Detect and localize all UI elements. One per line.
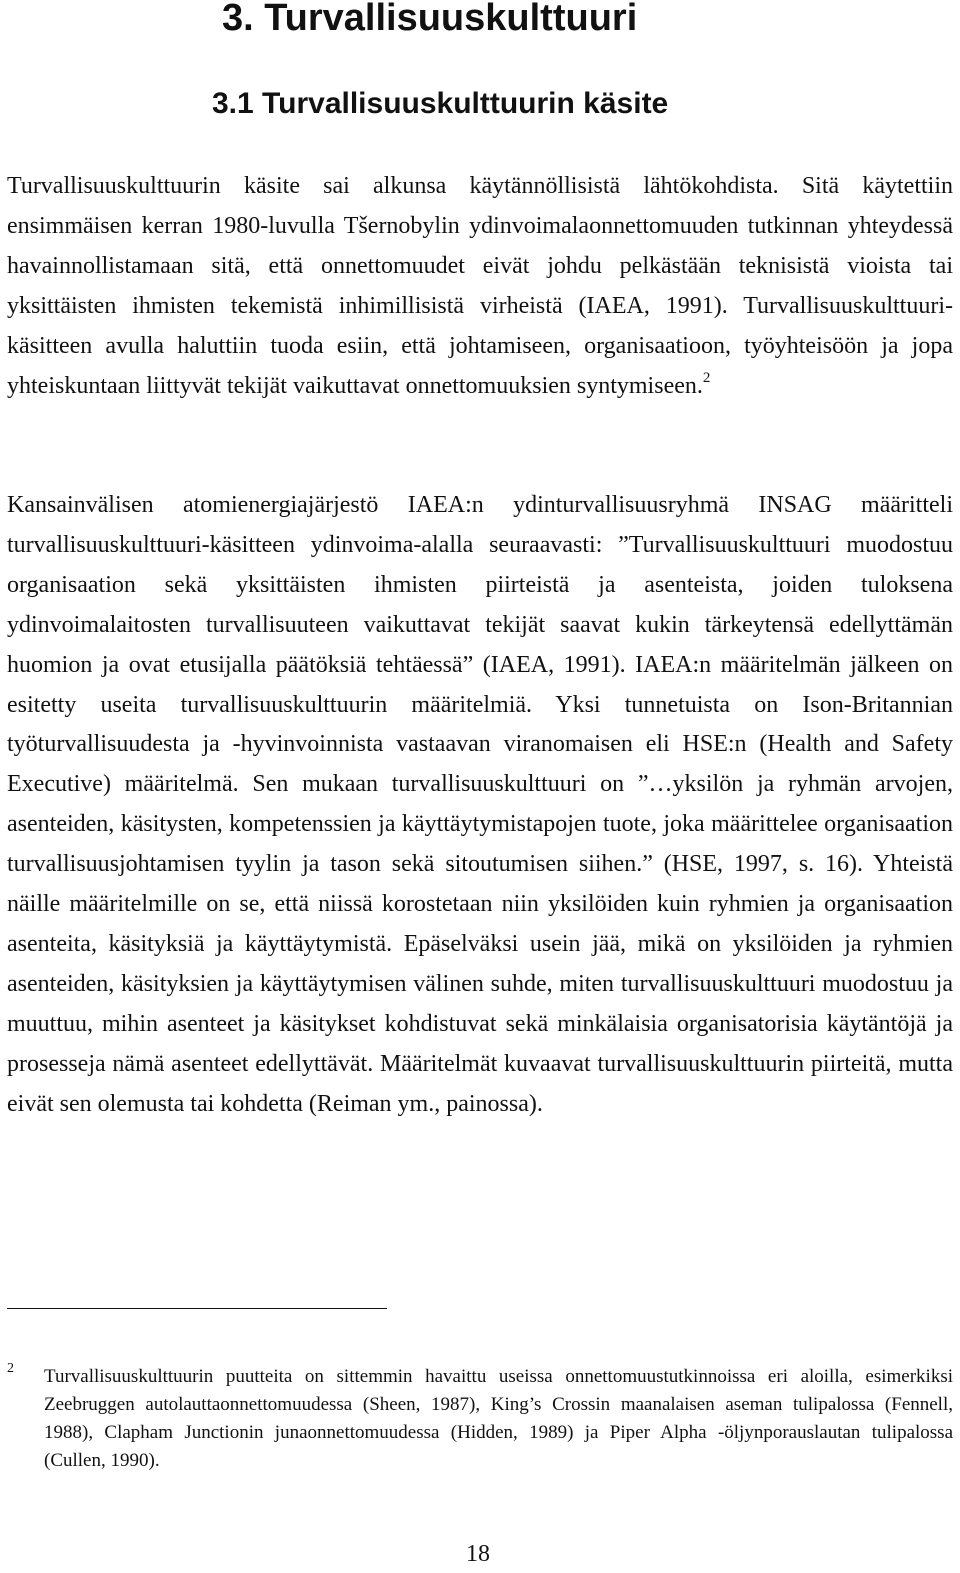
footnote-reference: 2 [702,369,711,386]
paragraph-1-text: Turvallisuuskulttuurin käsite sai alkunsa käytännöllisistä lähtökohdista. Sitä käytettiin ensimmäisen kerran 1980-luvulla Tšernobylin ydinvoimalaonnettomuuden tutkinnan yhteydessä havainnollistamaan sitä, että onnettomuudet eivät johdu pelkästään teknisistä vioista tai yksittäisten ihmisten tekemistä inhimillisistä virheistä (IAEA, 1991). Turvallisuuskulttuuri-käsitteen avulla haluttiin tuoda esiin, että johtamiseen, organisaatioon, työyhteisöön ja jopa yhteiskuntaan liittyvät tekijät vaikuttavat onnettomuuksien syntymiseen. [7,173,953,399]
footnote-separator [7,1308,387,1309]
footnote-text: Turvallisuuskulttuurin puutteita on sittemmin havaittu useissa onnettomuustutkinnoissa eri aloilla, esimerkiksi Zeebruggen autolauttaonnettomuudessa (Sheen, 1987), King’s Crossin maanalaisen aseman tulipalossa (Fennell, 1988), Clapham Junctionin junaonnettomuudessa (Hidden, 1989) ja Piper Alpha -öljynporauslautan tulipalossa (Cullen, 1990). [44,1366,953,1471]
page-number: 18 [466,1541,490,1567]
footnote [7,1363,953,1475]
footnote-number: 2 [7,1361,14,1376]
paragraph-1 [7,167,953,406]
chapter-title: 3. Turvallisuuskulttuuri [222,0,638,39]
section-title: 3.1 Turvallisuuskulttuurin käsite [212,87,669,120]
paragraph-2: Kansainvälisen atomienergiajärjestö IAEA:n ydinturvallisuusryhmä INSAG määritteli turvallisuuskulttuuri-käsitteen ydinvoima-alalla seuraavasti: ”Turvallisuuskulttuuri muodostuu organisaation sekä yksittäisten ihmisten piirteistä ja asenteista, joiden tuloksena ydinvoimalaitosten turvallisuuteen vaikuttavat tekijät saavat kukin tärkeytensä edellyttämän huomion ja ovat etusijalla päätöksiä tehtäessä” (IAEA, 1991). IAEA:n määritelmän jälkeen on esitetty useita turvallisuuskulttuurin määritelmiä. Yksi tunnetuista on Ison-Britannian työturvallisuudesta ja -hyvinvoinnista vastaavan viranomaisen eli HSE:n (Health and Safety Executive) määritelmä. Sen mukaan turvallisuuskulttuuri on ”…yksilön ja ryhmän arvojen, asenteiden, käsitysten, kompetenssien ja käyttäytymistapojen tuote, joka määrittelee organisaation turvallisuusjohtamisen tyylin ja tason sekä sitoutumisen siihen.” (HSE, 1997, s. 16). Yhteistä näille määritelmille on se, että niissä korostetaan niin yksilöiden kuin ryhmien ja organisaation asenteita, käsityksiä ja käyttäytymistä. Epäselväksi usein jää, mikä on yksilöiden ja ryhmien asenteiden, käsityksien ja käyttäytymisen välinen suhde, miten turvallisuuskulttuuri muodostuu ja muuttuu, mihin asenteet ja käsitykset kohdistuvat sekä minkälaisia organisatorisia käytäntöjä ja prosesseja nämä asenteet edellyttävät. Määritelmät kuvaavat turvallisuuskulttuurin piirteitä, mutta eivät sen olemusta tai kohdetta (Reiman ym., painossa). [7,492,953,1117]
